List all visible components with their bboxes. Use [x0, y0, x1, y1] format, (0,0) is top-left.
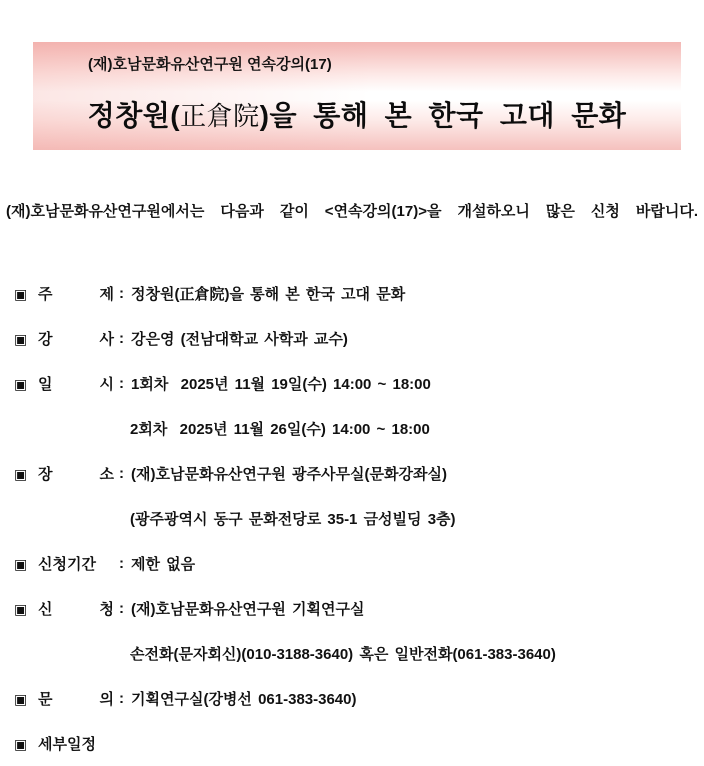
- item-value: 1회차 2025년 11월 19일(수) 14:00 ~ 18:00: [131, 376, 431, 393]
- bullet-square-icon: ▣: [14, 285, 28, 302]
- item-colon: :: [119, 285, 124, 302]
- bullet-square-icon: ▣: [14, 690, 28, 707]
- list-item-datetime: [0, 361, 704, 406]
- bullet-square-icon: ▣: [14, 375, 28, 392]
- item-value: (재)호남문화유산연구원 광주사무실(문화강좌실): [131, 466, 447, 483]
- list-item-inquiry: [0, 676, 704, 721]
- item-label: 장 소: [38, 466, 114, 483]
- item-value: 강은영 (전남대학교 사학과 교수): [131, 331, 348, 348]
- list-item-datetime-2: [0, 406, 704, 451]
- item-value: (광주광역시 동구 문화전당로 35-1 금성빌딩 3층): [130, 511, 456, 528]
- list-item-schedule: [0, 721, 704, 766]
- item-label: 강 사: [38, 331, 114, 348]
- item-colon: :: [119, 375, 124, 392]
- item-value: 기획연구실(강병선 061-383-3640): [131, 691, 357, 708]
- item-colon: :: [119, 690, 124, 707]
- item-colon: :: [119, 600, 124, 617]
- list-item-venue-address: [0, 496, 704, 541]
- list-item-venue: [0, 451, 704, 496]
- bullet-square-icon: ▣: [14, 465, 28, 482]
- bullet-square-icon: ▣: [14, 600, 28, 617]
- series-label: (재)호남문화유산연구원 연속강의(17): [88, 56, 332, 73]
- notice-document: [0, 42, 704, 766]
- title-banner: [33, 42, 681, 150]
- item-label: 신청기간: [38, 556, 96, 573]
- detail-list: [0, 271, 704, 766]
- item-label: 일 시: [38, 376, 114, 393]
- item-value: (재)호남문화유산연구원 기획연구실: [131, 601, 365, 618]
- item-colon: :: [119, 555, 124, 572]
- list-item-subject: [0, 271, 704, 316]
- item-colon: :: [119, 465, 124, 482]
- list-item-application-period: [0, 541, 704, 586]
- item-value: 2회차 2025년 11월 26일(수) 14:00 ~ 18:00: [130, 421, 430, 438]
- bullet-square-icon: ▣: [14, 555, 28, 572]
- item-label: 신 청: [38, 601, 114, 618]
- list-item-lecturer: [0, 316, 704, 361]
- item-colon: :: [119, 330, 124, 347]
- item-value: 제한 없음: [131, 556, 196, 573]
- list-item-application: [0, 586, 704, 631]
- item-label: 문 의: [38, 691, 114, 708]
- title-hanja: 正倉院: [180, 101, 260, 131]
- item-label: 세부일정: [38, 736, 96, 753]
- list-item-application-phones: [0, 631, 704, 676]
- page-title: [33, 98, 681, 134]
- title-korean-pre: 정창원(: [87, 100, 181, 131]
- item-value: 정창원(正倉院)을 통해 본 한국 고대 문화: [131, 286, 406, 303]
- title-korean-post: )을 통해 본 한국 고대 문화: [259, 100, 627, 131]
- bullet-square-icon: ▣: [14, 735, 28, 752]
- intro-paragraph: (재)호남문화유산연구원에서는 다음과 같이 <연속강의(17)>을 개설하오니 많은 신청 바랍니다.: [6, 203, 698, 220]
- item-value: 손전화(문자회신)(010-3188-3640) 혹은 일반전화(061-383-3640): [130, 646, 556, 663]
- bullet-square-icon: ▣: [14, 330, 28, 347]
- item-label: 주 제: [38, 286, 114, 303]
